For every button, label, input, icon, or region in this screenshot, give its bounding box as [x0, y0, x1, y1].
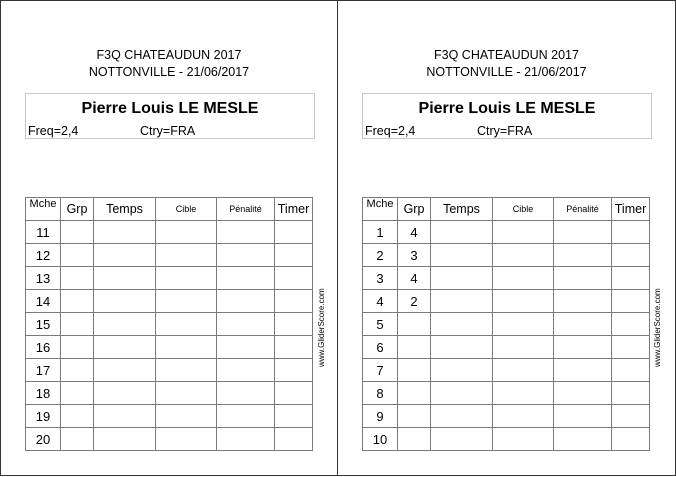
group-cell	[398, 428, 431, 451]
penalty-cell	[217, 313, 275, 336]
pilot-name: Pierre Louis LE MESLE	[418, 100, 596, 117]
frequency-label: Freq=2,4	[365, 124, 416, 138]
target-cell	[493, 336, 554, 359]
round-number: 14	[26, 290, 61, 313]
column-header: Temps	[431, 198, 493, 221]
time-cell	[94, 221, 156, 244]
timer-cell	[275, 267, 313, 290]
timer-cell	[275, 290, 313, 313]
group-cell	[398, 382, 431, 405]
round-number: 3	[363, 267, 398, 290]
timer-cell	[275, 382, 313, 405]
time-cell	[94, 267, 156, 290]
table-row	[26, 290, 313, 313]
timer-cell	[275, 336, 313, 359]
table-row	[363, 428, 650, 451]
score-table	[362, 197, 650, 451]
target-cell	[156, 244, 217, 267]
event-header	[1, 47, 337, 81]
round-number: 4	[363, 290, 398, 313]
country-label: Ctry=FRA	[477, 124, 533, 138]
penalty-cell	[554, 428, 612, 451]
timer-cell	[275, 359, 313, 382]
timer-cell	[275, 428, 313, 451]
table-row	[26, 336, 313, 359]
time-cell	[94, 405, 156, 428]
column-header: Grp	[398, 198, 431, 221]
round-number: 1	[363, 221, 398, 244]
column-header: Timer	[275, 198, 313, 221]
target-cell	[493, 405, 554, 428]
round-number: 20	[26, 428, 61, 451]
timer-cell	[612, 336, 650, 359]
time-cell	[431, 428, 493, 451]
table-row	[363, 359, 650, 382]
credit-text: www.GliderScore.com	[317, 288, 326, 367]
round-number: 19	[26, 405, 61, 428]
target-cell	[156, 221, 217, 244]
event-subtitle: NOTTONVILLE - 21/06/2017	[88, 65, 250, 79]
target-cell	[493, 290, 554, 313]
target-cell	[156, 267, 217, 290]
table-row	[26, 359, 313, 382]
time-cell	[431, 290, 493, 313]
round-number: 10	[363, 428, 398, 451]
credit-text: www.GliderScore.com	[653, 288, 662, 367]
target-cell	[156, 428, 217, 451]
penalty-cell	[217, 221, 275, 244]
time-cell	[431, 382, 493, 405]
column-header: Pénalité	[554, 198, 612, 221]
time-cell	[431, 221, 493, 244]
penalty-cell	[217, 382, 275, 405]
time-cell	[94, 428, 156, 451]
round-number: 16	[26, 336, 61, 359]
time-cell	[94, 290, 156, 313]
penalty-cell	[217, 290, 275, 313]
target-cell	[156, 359, 217, 382]
timer-cell	[612, 290, 650, 313]
frequency-label: Freq=2,4	[28, 124, 79, 138]
event-header	[338, 47, 675, 81]
target-cell	[156, 290, 217, 313]
score-table	[25, 197, 313, 451]
penalty-cell	[554, 382, 612, 405]
round-number: 8	[363, 382, 398, 405]
round-number: 17	[26, 359, 61, 382]
time-cell	[431, 336, 493, 359]
time-cell	[94, 359, 156, 382]
penalty-cell	[217, 405, 275, 428]
group-cell	[398, 405, 431, 428]
timer-cell	[275, 313, 313, 336]
table-row	[363, 290, 650, 313]
timer-cell	[612, 382, 650, 405]
group-cell	[61, 313, 94, 336]
penalty-cell	[217, 359, 275, 382]
round-number: 9	[363, 405, 398, 428]
group-cell	[61, 221, 94, 244]
group-cell	[61, 267, 94, 290]
target-cell	[156, 405, 217, 428]
target-cell	[493, 313, 554, 336]
penalty-cell	[554, 221, 612, 244]
timer-cell	[612, 244, 650, 267]
target-cell	[156, 382, 217, 405]
group-cell: 4	[398, 221, 431, 244]
score-card-right	[337, 0, 676, 476]
round-number: 7	[363, 359, 398, 382]
table-row	[26, 382, 313, 405]
round-number: 5	[363, 313, 398, 336]
round-number: 12	[26, 244, 61, 267]
column-header: Cible	[493, 198, 554, 221]
target-cell	[493, 382, 554, 405]
table-row	[363, 382, 650, 405]
event-subtitle: NOTTONVILLE - 21/06/2017	[426, 65, 587, 79]
timer-cell	[275, 405, 313, 428]
time-cell	[431, 313, 493, 336]
column-header: Mche	[26, 198, 61, 221]
time-cell	[431, 267, 493, 290]
group-cell	[61, 290, 94, 313]
timer-cell	[275, 221, 313, 244]
table-header-row	[363, 198, 650, 221]
group-cell	[398, 313, 431, 336]
table-row	[363, 405, 650, 428]
group-cell	[61, 336, 94, 359]
time-cell	[94, 336, 156, 359]
penalty-cell	[554, 313, 612, 336]
group-cell	[61, 405, 94, 428]
timer-cell	[612, 267, 650, 290]
group-cell	[61, 382, 94, 405]
table-row	[363, 221, 650, 244]
penalty-cell	[554, 405, 612, 428]
timer-cell	[612, 313, 650, 336]
table-row	[26, 313, 313, 336]
round-number: 6	[363, 336, 398, 359]
penalty-cell	[217, 244, 275, 267]
group-cell	[61, 428, 94, 451]
penalty-cell	[217, 336, 275, 359]
column-header: Grp	[61, 198, 94, 221]
timer-cell	[612, 359, 650, 382]
round-number: 18	[26, 382, 61, 405]
penalty-cell	[554, 290, 612, 313]
country-label: Ctry=FRA	[140, 124, 196, 138]
table-row	[363, 313, 650, 336]
target-cell	[156, 313, 217, 336]
timer-cell	[275, 244, 313, 267]
group-cell: 3	[398, 244, 431, 267]
time-cell	[431, 244, 493, 267]
table-row	[26, 405, 313, 428]
time-cell	[431, 359, 493, 382]
target-cell	[493, 244, 554, 267]
timer-cell	[612, 428, 650, 451]
penalty-cell	[217, 428, 275, 451]
event-title: F3Q CHATEAUDUN 2017	[96, 48, 242, 62]
pilot-name: Pierre Louis LE MESLE	[81, 100, 259, 117]
time-cell	[94, 382, 156, 405]
pilot-box	[25, 93, 315, 139]
penalty-cell	[554, 244, 612, 267]
round-number: 11	[26, 221, 61, 244]
target-cell	[493, 221, 554, 244]
column-header: Cible	[156, 198, 217, 221]
pilot-box	[362, 93, 652, 139]
table-row	[26, 221, 313, 244]
group-cell	[61, 359, 94, 382]
group-cell: 2	[398, 290, 431, 313]
table-row	[363, 336, 650, 359]
target-cell	[493, 428, 554, 451]
round-number: 15	[26, 313, 61, 336]
table-row	[363, 267, 650, 290]
table-row	[26, 428, 313, 451]
group-cell	[398, 359, 431, 382]
time-cell	[94, 313, 156, 336]
group-cell	[61, 244, 94, 267]
table-row	[363, 244, 650, 267]
column-header: Mche	[363, 198, 398, 221]
column-header: Timer	[612, 198, 650, 221]
time-cell	[431, 405, 493, 428]
group-cell	[398, 336, 431, 359]
column-header: Temps	[94, 198, 156, 221]
time-cell	[94, 244, 156, 267]
group-cell: 4	[398, 267, 431, 290]
column-header: Pénalité	[217, 198, 275, 221]
penalty-cell	[554, 336, 612, 359]
target-cell	[493, 267, 554, 290]
penalty-cell	[554, 359, 612, 382]
table-header-row	[26, 198, 313, 221]
round-number: 2	[363, 244, 398, 267]
penalty-cell	[217, 267, 275, 290]
target-cell	[493, 359, 554, 382]
table-row	[26, 267, 313, 290]
table-row	[26, 244, 313, 267]
timer-cell	[612, 405, 650, 428]
target-cell	[156, 336, 217, 359]
score-card-left	[0, 0, 338, 476]
round-number: 13	[26, 267, 61, 290]
event-title: F3Q CHATEAUDUN 2017	[434, 48, 579, 62]
penalty-cell	[554, 267, 612, 290]
timer-cell	[612, 221, 650, 244]
